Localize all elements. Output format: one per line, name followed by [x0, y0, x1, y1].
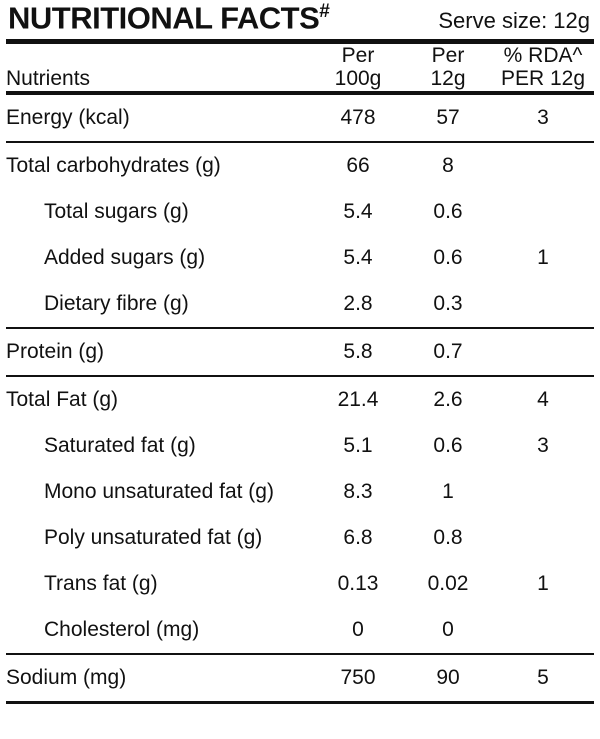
- value-per-12g: 0.6: [433, 433, 463, 457]
- table-row: [6, 376, 594, 423]
- table-row: [6, 423, 594, 469]
- value-per-12g: 1: [442, 479, 454, 503]
- value-per-12g: 2.6: [404, 376, 492, 423]
- page-title: [8, 2, 329, 35]
- table-body: [6, 93, 594, 701]
- value-rda: [492, 607, 594, 654]
- table-row: [6, 142, 594, 189]
- bottom-divider: [6, 701, 594, 704]
- value-per-100g: 750: [312, 654, 404, 701]
- value-rda: [492, 281, 594, 328]
- value-per-100g: 0.13: [337, 571, 379, 595]
- serve-size-label: Serve size: 12g: [438, 8, 590, 34]
- column-header-per-12g: Per 12g: [430, 43, 466, 91]
- value-per-12g: 8: [404, 142, 492, 189]
- value-per-100g: 6.8: [343, 525, 373, 549]
- table-row: [6, 469, 594, 515]
- value-rda: [492, 328, 594, 376]
- value-per-12g: 0.3: [433, 291, 463, 315]
- value-rda: 5: [492, 654, 594, 701]
- nutrient-name: Total sugars (g): [44, 199, 189, 223]
- nutrient-name: Total Fat (g): [6, 376, 312, 423]
- table-row: [6, 235, 594, 281]
- table-row: [6, 561, 594, 607]
- value-per-100g: 478: [312, 93, 404, 142]
- nutrient-name: Poly unsaturated fat (g): [44, 525, 263, 549]
- value-per-12g: 0: [442, 617, 454, 641]
- value-per-100g: 2.8: [343, 291, 373, 315]
- value-per-12g: 0.02: [427, 571, 469, 595]
- nutrient-name: Dietary fibre (g): [44, 291, 189, 315]
- column-header-rda: % RDA^ PER 12g: [500, 43, 586, 91]
- nutrient-name: Total carbohydrates (g): [6, 142, 312, 189]
- nutrient-name: Cholesterol (mg): [44, 617, 200, 641]
- column-header-nutrients: Nutrients: [6, 67, 91, 91]
- nutrient-name: Saturated fat (g): [44, 433, 196, 457]
- value-per-12g: 57: [404, 93, 492, 142]
- table-row: [6, 515, 594, 561]
- value-rda: [492, 189, 594, 235]
- value-per-100g: 8.3: [343, 479, 373, 503]
- nutrient-name: Protein (g): [6, 328, 312, 376]
- table-row: [6, 281, 594, 328]
- table-row: [6, 654, 594, 701]
- nutrient-name: Energy (kcal): [6, 93, 312, 142]
- value-rda: 3: [537, 433, 549, 457]
- value-per-100g: 5.4: [343, 245, 373, 269]
- value-per-100g: 66: [312, 142, 404, 189]
- value-per-12g: 0.6: [433, 245, 463, 269]
- value-rda: 3: [492, 93, 594, 142]
- value-rda: 1: [537, 245, 549, 269]
- value-rda: [492, 515, 594, 561]
- value-rda: 1: [537, 571, 549, 595]
- nutrient-name: Added sugars (g): [44, 245, 206, 269]
- value-per-100g: 21.4: [312, 376, 404, 423]
- panel-header: [0, 0, 600, 39]
- page-title-superscript: #: [319, 1, 330, 22]
- table-row: [6, 328, 594, 376]
- value-rda: [492, 142, 594, 189]
- value-per-12g: 0.6: [433, 199, 463, 223]
- table-header-row: [6, 44, 594, 93]
- table-header: [6, 44, 594, 93]
- column-header-per-100g: Per 100g: [334, 43, 382, 91]
- nutrition-table: [6, 44, 594, 701]
- table-row: [6, 607, 594, 654]
- nutrient-name: Sodium (mg): [6, 654, 312, 701]
- nutrient-name: Mono unsaturated fat (g): [44, 479, 274, 503]
- value-per-100g: 5.8: [312, 328, 404, 376]
- value-per-100g: 5.1: [343, 433, 373, 457]
- table-row: [6, 93, 594, 142]
- value-per-12g: 90: [404, 654, 492, 701]
- value-per-100g: 5.4: [343, 199, 373, 223]
- page-title-text: NUTRITIONAL FACTS: [8, 0, 320, 36]
- value-per-100g: 0: [352, 617, 364, 641]
- value-per-12g: 0.7: [404, 328, 492, 376]
- nutrient-name: Trans fat (g): [44, 571, 158, 595]
- value-rda: [492, 469, 594, 515]
- table-row: [6, 189, 594, 235]
- value-rda: 4: [492, 376, 594, 423]
- value-per-12g: 0.8: [433, 525, 463, 549]
